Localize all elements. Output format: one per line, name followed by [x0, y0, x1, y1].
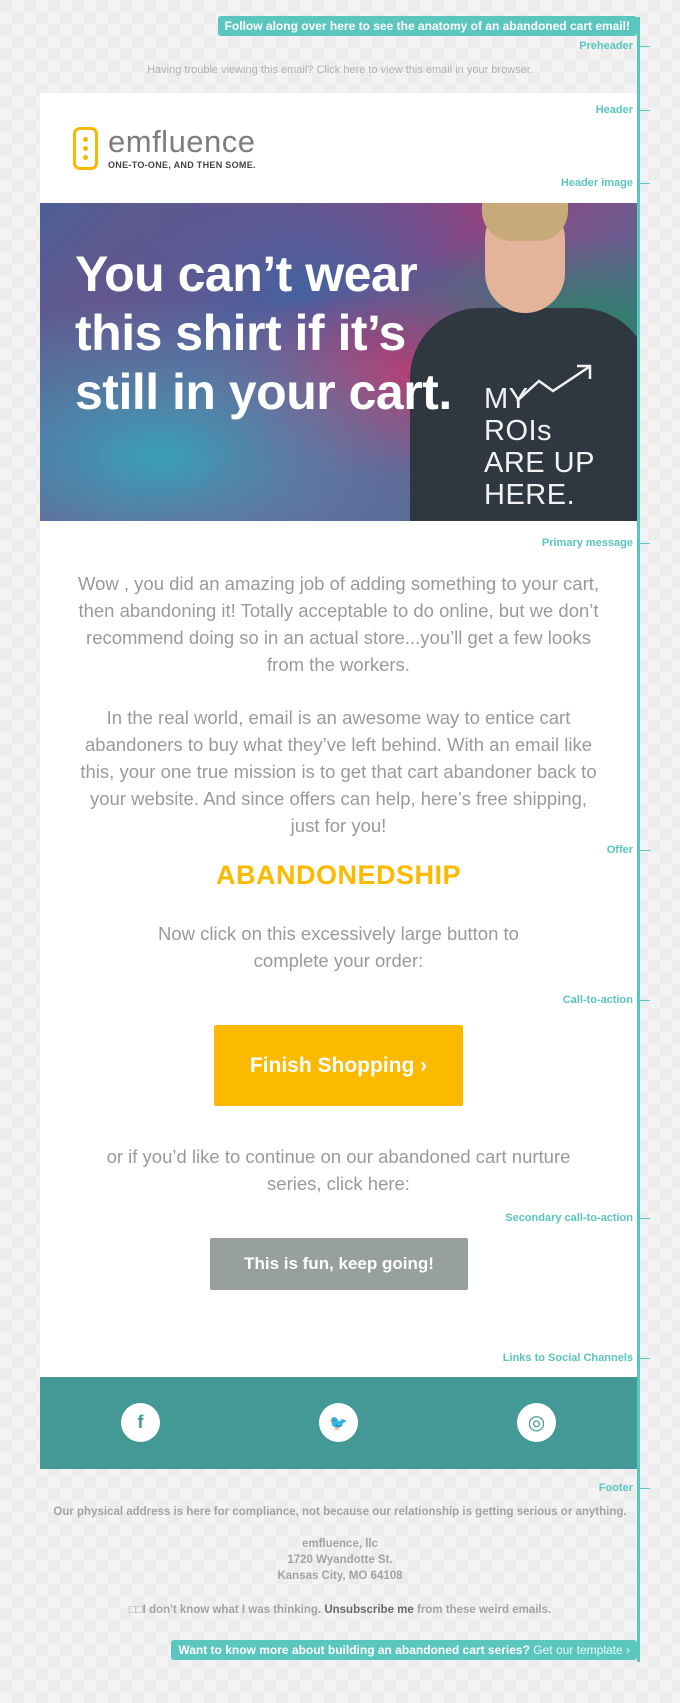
footer-street: 1720 Wyandotte St.: [287, 1554, 393, 1566]
get-template-link[interactable]: Get our template ›: [533, 1643, 630, 1657]
tag-header-image: Header image: [561, 177, 637, 189]
logo-wordmark: emfluence: [108, 124, 256, 159]
anatomy-banner: Follow along over here to see the anatomy of an abandoned cart email!: [218, 16, 637, 36]
cta-intro: Now click on this excessively large button to complete your order:: [158, 923, 519, 971]
header-image: [40, 203, 637, 521]
tag-header: Header: [596, 104, 637, 116]
annotation-rail: [637, 17, 640, 1662]
email-card: [40, 93, 637, 1469]
preheader-text[interactable]: Having trouble viewing this email? Click here to view this email in your browser.: [147, 64, 533, 76]
tag-primary-message: Primary message: [542, 537, 637, 549]
hero-headline: You can’t wear this shirt if it’s still in your cart.: [75, 246, 452, 420]
template-banner: Want to know more about building an abandoned cart series? Get our template ›: [171, 1640, 637, 1660]
footer-city: Kansas City, MO 64108: [277, 1570, 403, 1582]
footer-compliance: Our physical address is here for compliance, not because our relationship is getting serious or anything.: [53, 1506, 627, 1518]
model-photo: [430, 203, 630, 521]
logo-tagline: ONE-TO-ONE, AND THEN SOME.: [108, 160, 256, 170]
offer-code: ABANDONEDSHIP: [215, 860, 462, 890]
primary-message-p2: In the real world, email is an awesome way to entice cart abandoners to buy what they’ve left behind. With an email like this, your one true mission is to get that cart abandoner back to your website. And since offers can help, here’s free shipping, just for you!: [80, 707, 597, 836]
primary-message-p1: Wow , you did an amazing job of adding something to your cart, then abandoning it! Totally acceptable to do online, but we don’t recommend doing so in an actual store...you’ll get a few looks from the workers.: [77, 573, 600, 675]
footer-unsubscribe-line: □□I don't know what I was thinking. Unsubscribe me from these weird emails.: [128, 1604, 552, 1616]
tag-offer: Offer: [607, 844, 637, 856]
emfluence-logo[interactable]: [73, 126, 256, 170]
tag-cta: Call-to-action: [563, 994, 637, 1006]
tag-preheader: Preheader: [579, 40, 637, 52]
secondary-intro: or if you’d like to continue on our abandoned cart nurture series, click here:: [106, 1146, 571, 1194]
tag-secondary-cta: Secondary call-to-action: [505, 1212, 637, 1224]
facebook-icon[interactable]: f: [121, 1403, 160, 1442]
tag-social: Links to Social Channels: [503, 1352, 637, 1364]
instagram-icon[interactable]: ◎: [517, 1403, 556, 1442]
social-bar: [40, 1377, 637, 1469]
tag-footer: Footer: [599, 1482, 637, 1494]
twitter-icon[interactable]: 🐦: [319, 1403, 358, 1442]
shirt-slogan: MY ROIs ARE UP HERE.: [484, 383, 595, 511]
keep-going-button[interactable]: This is fun, keep going!: [210, 1238, 468, 1290]
finish-shopping-button[interactable]: Finish Shopping ›: [214, 1025, 463, 1106]
unsubscribe-link[interactable]: Unsubscribe me: [324, 1604, 414, 1616]
logo-icon: [73, 127, 98, 170]
footer-company: emfluence, llc: [301, 1538, 379, 1550]
